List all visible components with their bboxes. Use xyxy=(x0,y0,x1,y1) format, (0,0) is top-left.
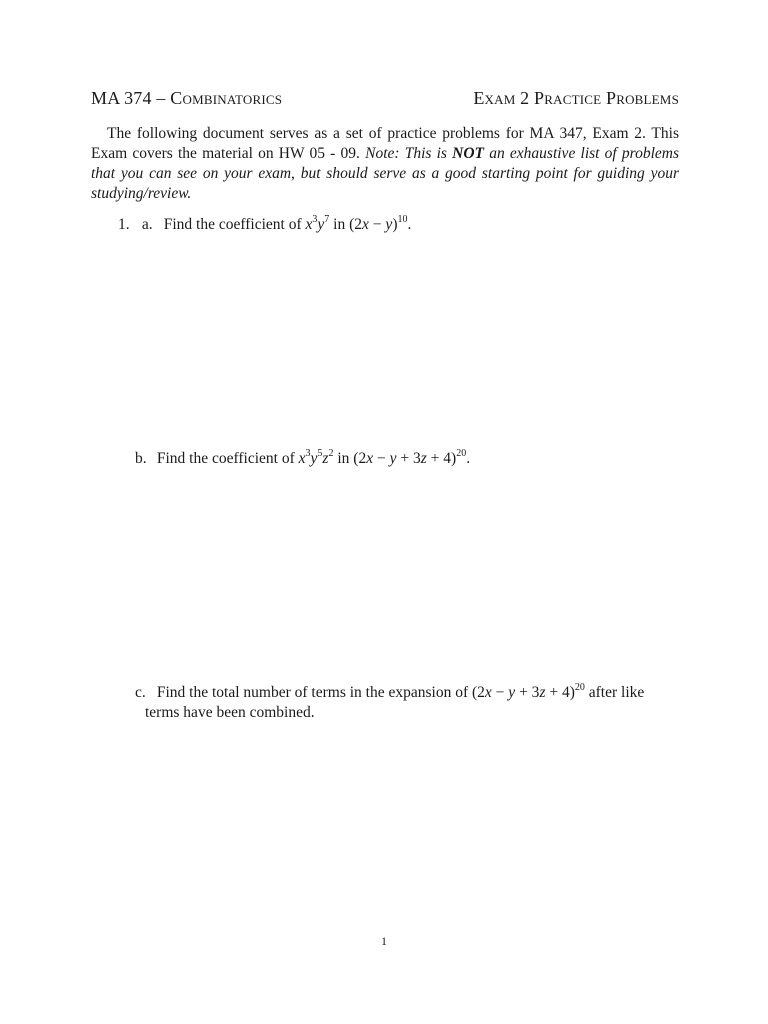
problem-text: Find the coefficient of xyxy=(163,216,306,233)
note-prefix: Note: This is xyxy=(365,145,453,162)
exam-title: Exam 2 Practice Problems xyxy=(473,88,679,108)
problem-text: Find the total number of terms in the expansion of xyxy=(156,684,472,701)
math-expression: $(2x - y + 3z + 4)^{20}$ xyxy=(353,447,467,467)
math-term: $x^3y^7$ xyxy=(305,213,330,233)
problem-text-end: after like xyxy=(584,684,645,701)
problem-text-end: . xyxy=(407,216,412,233)
problem-1a xyxy=(118,215,678,235)
intro-paragraph xyxy=(91,124,679,204)
intro-text: The following document serves as a set of practice problems for MA 347, Exam 2. This Exam covers the material on HW 05 - 09. xyxy=(91,125,679,162)
note-emphasis: NOT xyxy=(452,145,485,162)
note-suffix: an exhaustive list of problems that you can see on your exam, but should serve as a good starting point for guiding your studying/review. xyxy=(91,145,680,202)
page-number: 1 xyxy=(381,934,387,948)
problem-1b xyxy=(135,449,678,469)
problem-text-mid: in xyxy=(333,450,354,467)
math-term: $x^3y^5z^2$ xyxy=(298,447,334,467)
part-label: c. xyxy=(135,684,146,701)
problem-text-end: . xyxy=(466,450,471,467)
page-header xyxy=(91,88,679,109)
problem-text: Find the coefficient of xyxy=(156,450,299,467)
math-expression: $(2x - y + 3z + 4)^{20}$ xyxy=(471,681,585,701)
math-expression: $(2x - y)^{10}$ xyxy=(349,213,408,233)
course-title: MA 374 – Combinatorics xyxy=(91,88,283,108)
problem-number: 1. xyxy=(118,216,130,233)
problem-text-continuation: terms have been combined. xyxy=(145,704,315,721)
part-label: a. xyxy=(141,216,153,233)
problem-1c xyxy=(135,683,678,723)
part-label: b. xyxy=(135,450,147,467)
problem-text-mid: in xyxy=(329,216,350,233)
